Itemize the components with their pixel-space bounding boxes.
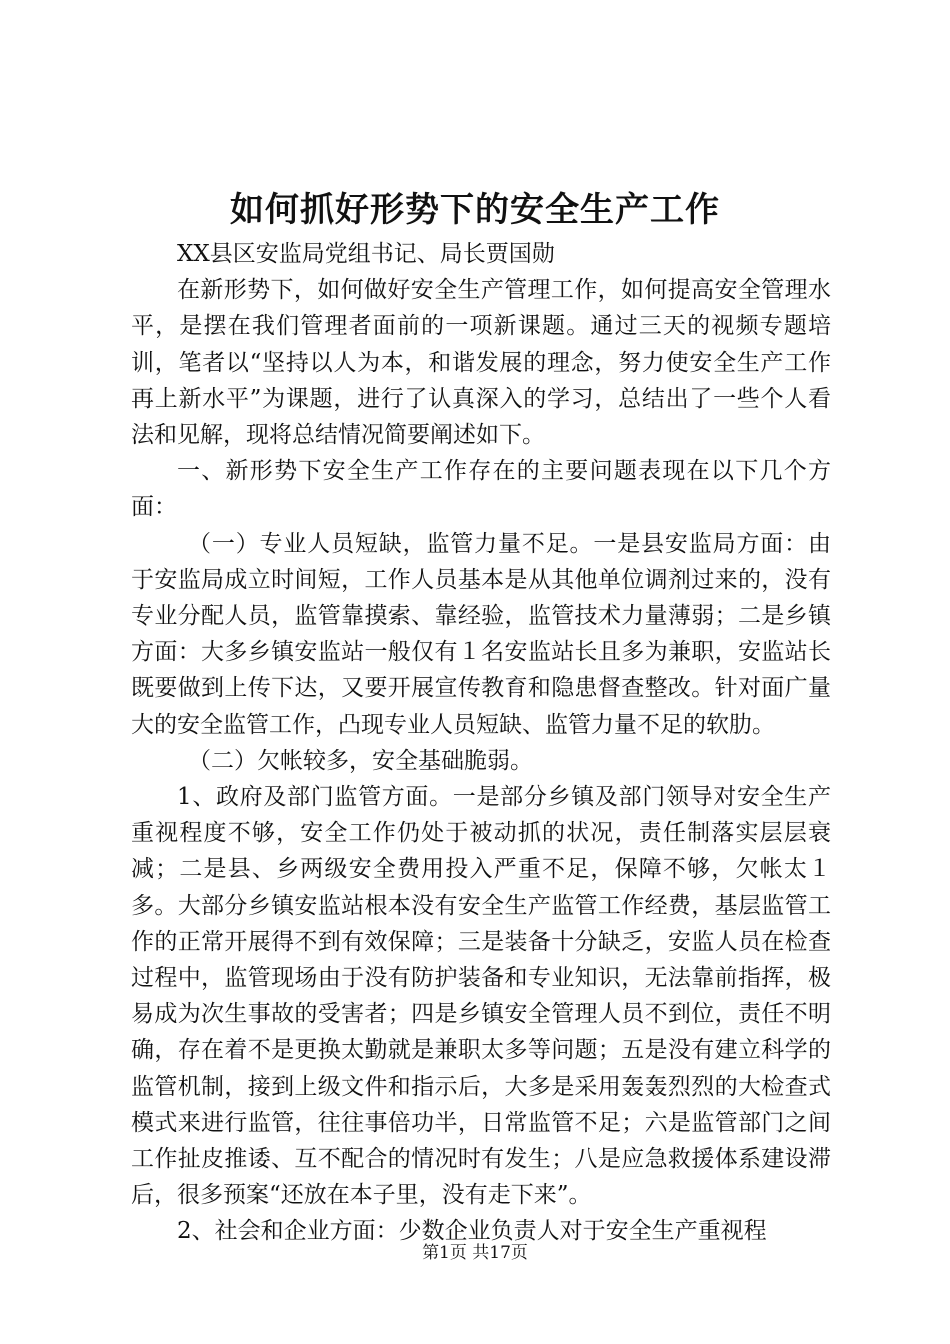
paragraph-intro: 在新形势下，如何做好安全生产管理工作，如何提高安全管理水平，是摆在我们管理者面前的一项新课题。通过三天的视频专题培训，笔者以“坚持以人为本，和谐发展的理念，努力使安全生产工作再上新水平”为课题，进行了认真深入的学习，总结出了一些个人看法和见解，现将总结情况简要阐述如下。 — [131, 277, 831, 449]
section-heading-one: 一、新形势下安全生产工作存在的主要问题表现在以下几个方面： — [131, 458, 831, 521]
paragraph-item-one: 1、政府及部门监管方面。一是部分乡镇及部门领导对安全生产重视程度不够，安全工作仍处于被动抓的状况，责任制落实层层衰减；二是县、乡两级安全费用投入严重不足，保障不够，欠帐太１多。大部分乡镇安监站根本没有安全生产监管工作经费，基层监管工作的正常开展得不到有效保障；三是装备十分缺乏，安监人员在检查过程中，监管现场由于没有防护装备和专业知识，无法靠前指挥，极易成为次生事故的受害者；四是乡镇安全管理人员不到位，责任不明确，存在着不是更换太勤就是兼职太多等问题；五是没有建立科学的监管机制，接到上级文件和指示后，大多是采用轰轰烈烈的大检查式模式来进行监管，往往事倍功半，日常监管不足；六是监管部门之间工作扯皮推诿、互不配合的情况时有发生；八是应急救援体系建设滞后，很多预案“还放在本子里，没有走下来”。 — [131, 784, 831, 1209]
paragraph-item-two: 2、社会和企业方面：少数企业负责人对于安全生产重视程 — [177, 1218, 767, 1245]
paragraph-subsection-one: （一）专业人员短缺，监管力量不足。一是县安监局方面：由于安监局成立时间短，工作人员基本是从其他单位调剂过来的，没有专业分配人员，监管靠摸索、靠经验，监管技术力量薄弱；二是乡镇方面：大多乡镇安监站一般仅有１名安监站长且多为兼职，安监站长既要做到上传下达，又要开展宣传教育和隐患督查整改。针对面广量大的安全监管工作，凸现专业人员短缺、监管力量不足的软肋。 — [131, 530, 831, 738]
page-number-footer: 第1页 共17页 — [422, 1243, 528, 1263]
subsection-heading-two: （二）欠帐较多，安全基础脆弱。 — [188, 747, 533, 774]
author-line: XX县区安监局党组书记、局长贾国勋 — [177, 241, 555, 267]
document-body — [131, 236, 831, 1250]
document-title: 如何抓好形势下的安全生产工作 — [230, 190, 720, 230]
